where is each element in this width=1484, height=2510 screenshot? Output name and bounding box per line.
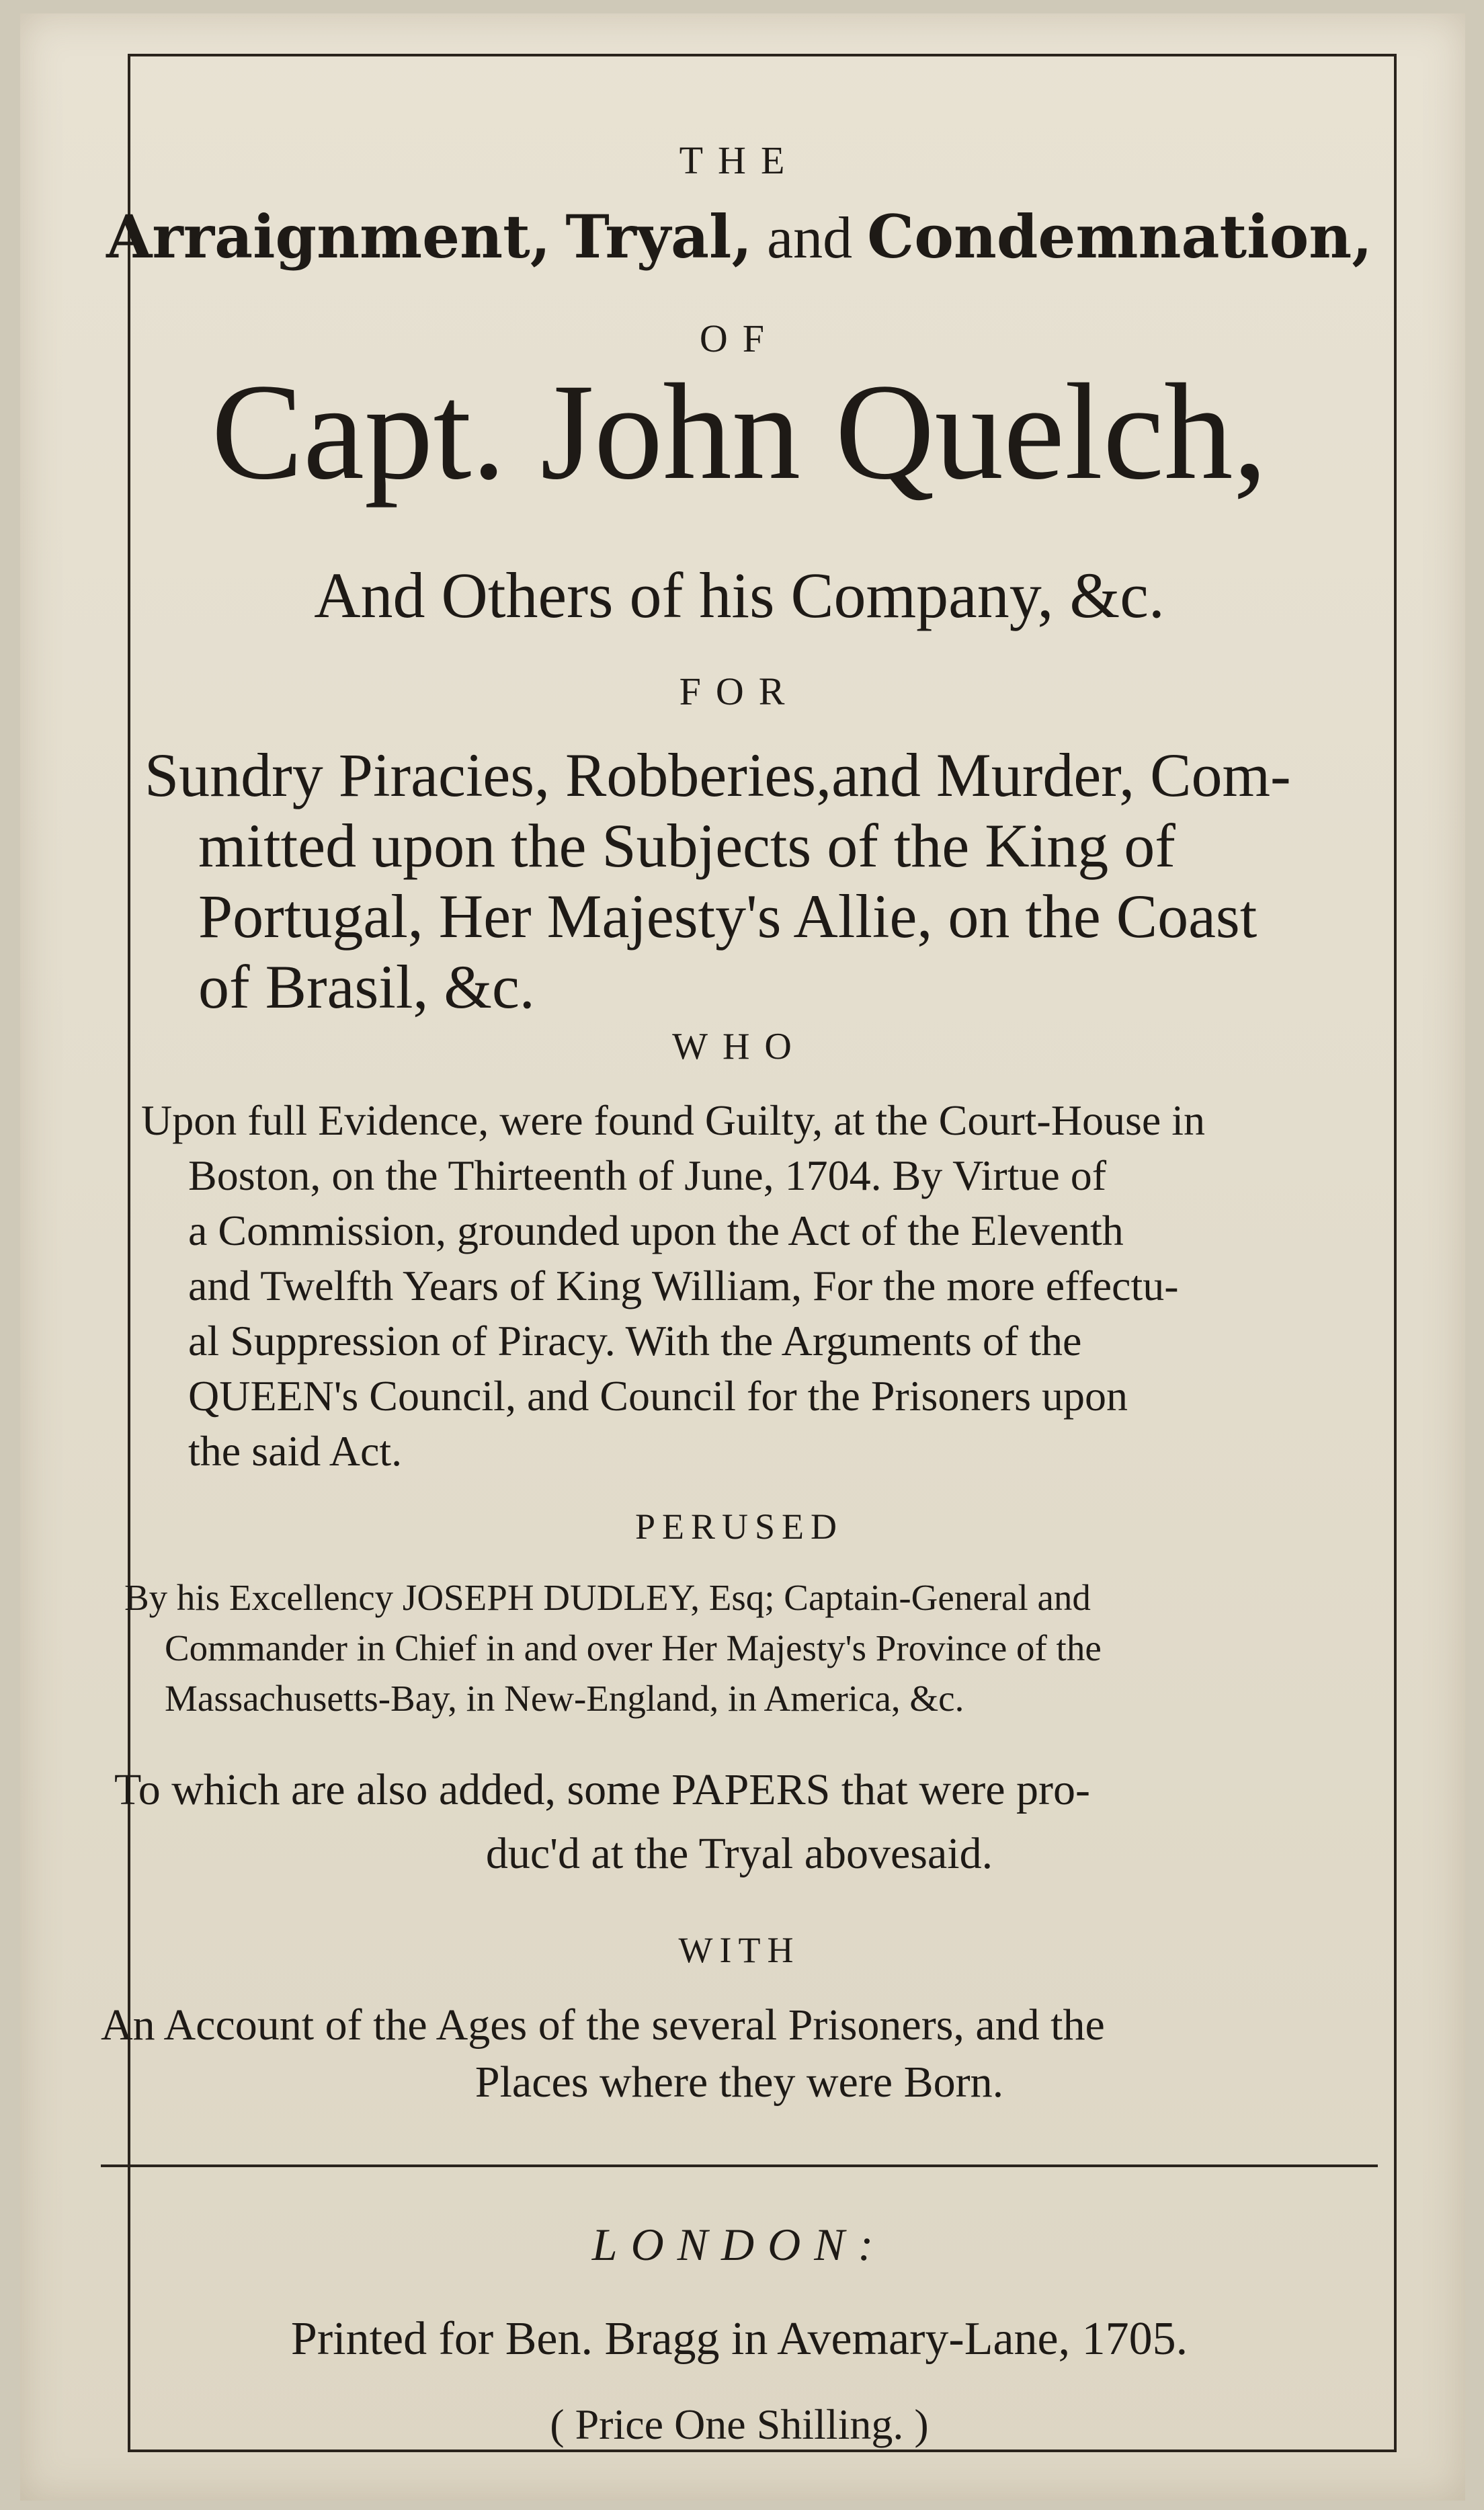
evidence-line: Upon full Evidence, were found Guilty, at the Court-House in	[141, 1096, 1206, 1144]
imprint-printer: Printed for Ben. Bragg in Avemary-Lane, 1705.	[290, 2313, 1188, 2365]
imprint-place: LONDON:	[591, 2219, 887, 2270]
subject-name: Capt. John Quelch,	[211, 356, 1268, 508]
account-line: Places where they were Born.	[475, 2058, 1004, 2107]
evidence-line: QUEEN's Council, and Council for the Prisoners upon	[188, 1372, 1128, 1420]
heading-with: WITH	[678, 1930, 800, 1970]
title-and: and	[767, 206, 853, 271]
evidence-line: and Twelfth Years of King William, For the more effectu-	[188, 1262, 1179, 1309]
title-tryal: Tryal,	[565, 202, 753, 272]
evidence-line: the said Act.	[188, 1427, 403, 1475]
company-line: And Others of his Company, &c.	[314, 559, 1165, 631]
heading-perused: PERUSED	[634, 1506, 844, 1547]
perused-by-line: By his Excellency JOSEPH DUDLEY, Esq; Captain-General and	[124, 1577, 1091, 1618]
perused-by-line: Massachusetts-Bay, in New-England, in America, &c.	[165, 1678, 964, 1719]
crimes-line: Portugal, Her Majesty's Allie, on the Coast	[198, 882, 1258, 950]
papers-line: To which are also added, some PAPERS that were pro-	[114, 1765, 1090, 1814]
crimes-line: of Brasil, &c.	[198, 953, 535, 1021]
evidence-line: a Commission, grounded upon the Act of the Eleventh	[188, 1207, 1124, 1254]
heading-who: WHO	[672, 1026, 807, 1067]
crimes-line: mitted upon the Subjects of the King of	[198, 811, 1176, 880]
divider-rule	[101, 2164, 1378, 2167]
heading-the: THE	[679, 138, 800, 182]
heading-for: FOR	[679, 670, 800, 713]
title-line	[101, 202, 1378, 272]
account-line: An Account of the Ages of the several Prisoners, and the	[101, 2000, 1105, 2050]
heading-of: OF	[699, 317, 780, 360]
evidence-line: al Suppression of Piracy. With the Arguments of the	[188, 1317, 1082, 1365]
price-line: ( Price One Shilling. )	[550, 2400, 929, 2448]
perused-by-line: Commander in Chief in and over Her Majesty's Province of the	[165, 1627, 1102, 1668]
papers-line: duc'd at the Tryal abovesaid.	[485, 1829, 993, 1878]
title-condemnation: Condemnation,	[867, 202, 1372, 272]
title-arraignment: Arraignment,	[106, 202, 551, 272]
crimes-line: Sundry Piracies, Robberies,and Murder, Com-	[145, 741, 1291, 809]
evidence-line: Boston, on the Thirteenth of June, 1704. By Virtue of	[188, 1151, 1107, 1199]
